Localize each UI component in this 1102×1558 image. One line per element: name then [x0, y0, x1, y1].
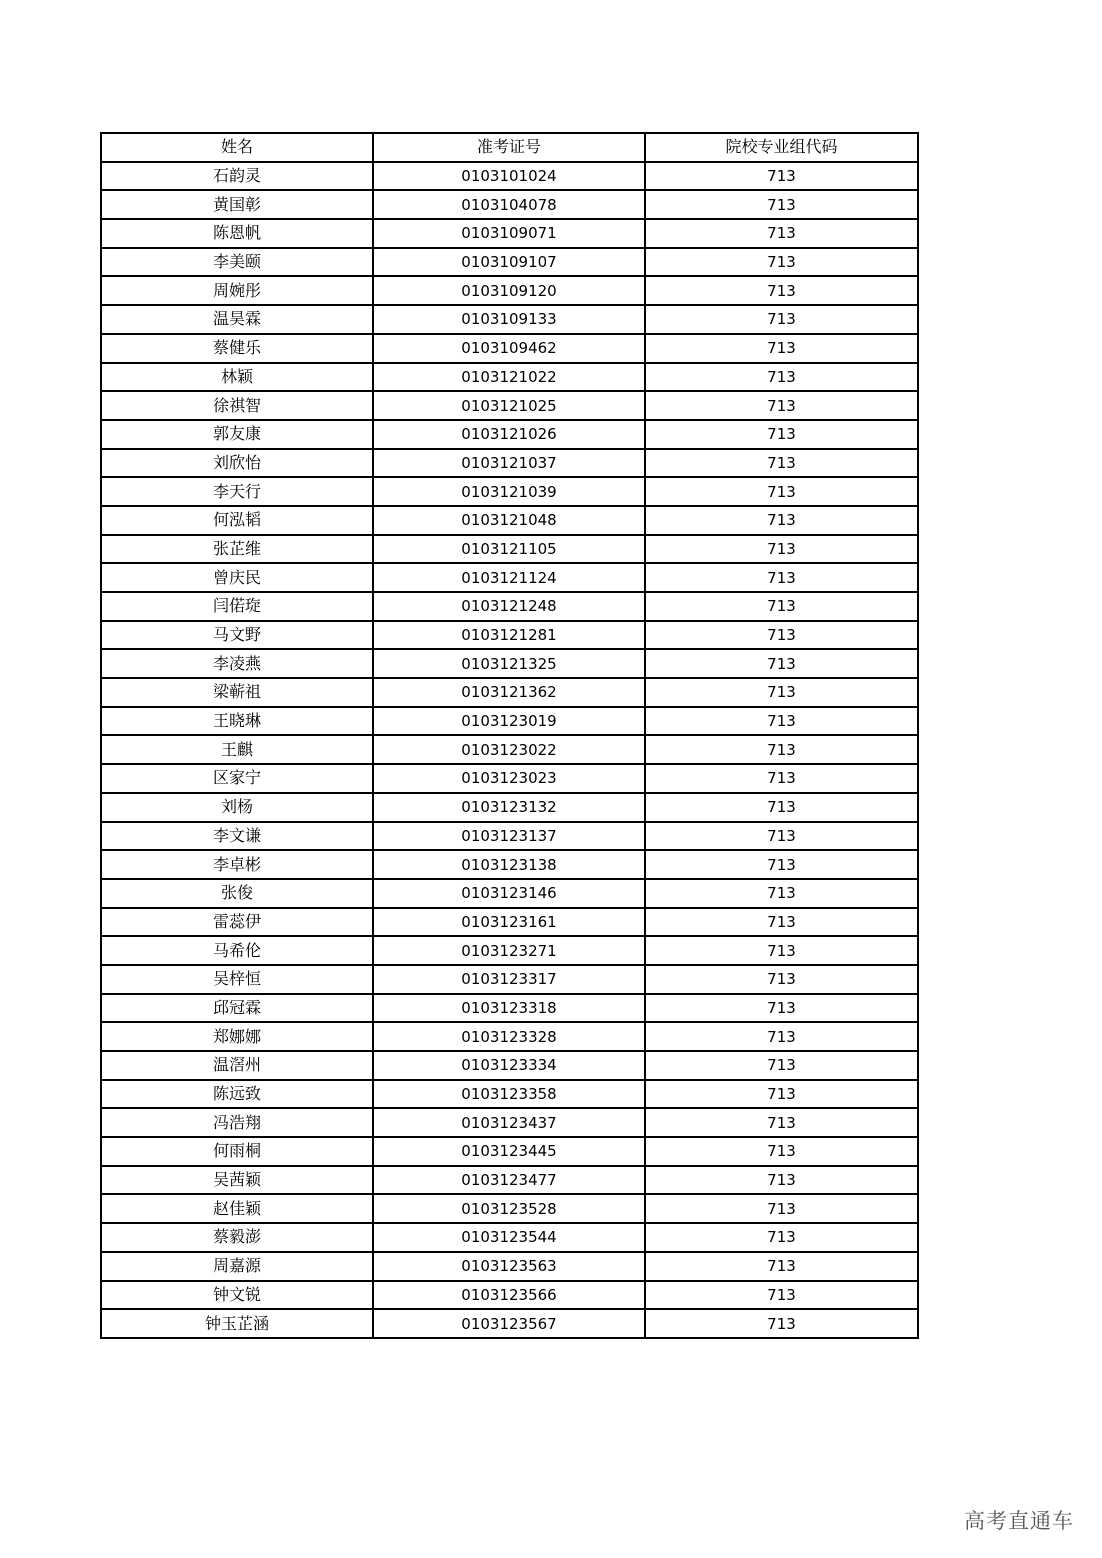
cell-exam-id: 0103109107	[373, 248, 645, 277]
table-row	[101, 793, 918, 822]
cell-name: 李美颐	[101, 248, 373, 277]
cell-name: 雷蕊伊	[101, 908, 373, 937]
cell-exam-id: 0103121026	[373, 420, 645, 449]
cell-exam-id: 0103121281	[373, 621, 645, 650]
cell-name: 陈远致	[101, 1080, 373, 1109]
cell-exam-id: 0103123437	[373, 1108, 645, 1137]
cell-exam-id: 0103123528	[373, 1194, 645, 1223]
cell-exam-id: 0103121124	[373, 563, 645, 592]
cell-name: 冯浩翔	[101, 1108, 373, 1137]
cell-group-code: 713	[645, 908, 918, 937]
cell-name: 郑娜娜	[101, 1022, 373, 1051]
watermark-text: 高考直通车	[964, 1509, 1074, 1533]
cell-exam-id: 0103123563	[373, 1252, 645, 1281]
header-name: 姓名	[101, 133, 373, 162]
cell-name: 曾庆民	[101, 563, 373, 592]
table-row	[101, 764, 918, 793]
table-row	[101, 1281, 918, 1310]
table-row	[101, 850, 918, 879]
table-row	[101, 363, 918, 392]
cell-name: 吴梓恒	[101, 965, 373, 994]
cell-exam-id: 0103123358	[373, 1080, 645, 1109]
cell-group-code: 713	[645, 793, 918, 822]
cell-name: 李天行	[101, 477, 373, 506]
cell-exam-id: 0103123566	[373, 1281, 645, 1310]
cell-exam-id: 0103121025	[373, 391, 645, 420]
cell-name: 梁蕲祖	[101, 678, 373, 707]
table-row	[101, 563, 918, 592]
cell-name: 钟文锐	[101, 1281, 373, 1310]
table-row	[101, 449, 918, 478]
table-row	[101, 1194, 918, 1223]
cell-exam-id: 0103109071	[373, 219, 645, 248]
table-row	[101, 276, 918, 305]
cell-group-code: 713	[645, 621, 918, 650]
table-row	[101, 1108, 918, 1137]
cell-name: 李文谦	[101, 822, 373, 851]
header-group-code: 院校专业组代码	[645, 133, 918, 162]
cell-exam-id: 0103121039	[373, 477, 645, 506]
cell-exam-id: 0103109120	[373, 276, 645, 305]
cell-group-code: 713	[645, 707, 918, 736]
cell-name: 刘欣怡	[101, 449, 373, 478]
table-body	[101, 162, 918, 1338]
cell-group-code: 713	[645, 850, 918, 879]
cell-group-code: 713	[645, 1022, 918, 1051]
table-row	[101, 506, 918, 535]
cell-name: 李凌燕	[101, 649, 373, 678]
cell-exam-id: 0103123019	[373, 707, 645, 736]
table-row	[101, 735, 918, 764]
cell-exam-id: 0103121362	[373, 678, 645, 707]
cell-group-code: 713	[645, 190, 918, 219]
cell-exam-id: 0103121037	[373, 449, 645, 478]
cell-exam-id: 0103123317	[373, 965, 645, 994]
cell-group-code: 713	[645, 678, 918, 707]
table-row	[101, 822, 918, 851]
cell-name: 何泓韬	[101, 506, 373, 535]
cell-exam-id: 0103123445	[373, 1137, 645, 1166]
cell-exam-id: 0103121048	[373, 506, 645, 535]
cell-exam-id: 0103121105	[373, 535, 645, 564]
cell-exam-id: 0103123477	[373, 1166, 645, 1195]
cell-exam-id: 0103123544	[373, 1223, 645, 1252]
cell-name: 赵佳颖	[101, 1194, 373, 1223]
cell-exam-id: 0103123161	[373, 908, 645, 937]
roster-table	[100, 132, 919, 1339]
cell-name: 刘杨	[101, 793, 373, 822]
cell-exam-id: 0103123023	[373, 764, 645, 793]
cell-name: 闫偌琁	[101, 592, 373, 621]
table-row	[101, 334, 918, 363]
cell-name: 温滘州	[101, 1051, 373, 1080]
table-row	[101, 879, 918, 908]
cell-exam-id: 0103109133	[373, 305, 645, 334]
cell-group-code: 713	[645, 305, 918, 334]
cell-exam-id: 0103121022	[373, 363, 645, 392]
cell-name: 吴茜颖	[101, 1166, 373, 1195]
cell-name: 林颖	[101, 363, 373, 392]
cell-exam-id: 0103123138	[373, 850, 645, 879]
cell-name: 何雨桐	[101, 1137, 373, 1166]
cell-group-code: 713	[645, 592, 918, 621]
cell-group-code: 713	[645, 1108, 918, 1137]
cell-exam-id: 0103123137	[373, 822, 645, 851]
cell-name: 温昊霖	[101, 305, 373, 334]
cell-group-code: 713	[645, 879, 918, 908]
table-row	[101, 248, 918, 277]
cell-group-code: 713	[645, 477, 918, 506]
cell-name: 张芷维	[101, 535, 373, 564]
table-row	[101, 965, 918, 994]
table-row	[101, 908, 918, 937]
table-row	[101, 936, 918, 965]
table-row	[101, 1137, 918, 1166]
cell-name: 邱冠霖	[101, 994, 373, 1023]
cell-exam-id: 0103123146	[373, 879, 645, 908]
cell-group-code: 713	[645, 1166, 918, 1195]
cell-exam-id: 0103104078	[373, 190, 645, 219]
cell-name: 张俊	[101, 879, 373, 908]
cell-group-code: 713	[645, 822, 918, 851]
table-row	[101, 391, 918, 420]
cell-group-code: 713	[645, 649, 918, 678]
table-row	[101, 1080, 918, 1109]
cell-exam-id: 0103123567	[373, 1309, 645, 1338]
table-row	[101, 621, 918, 650]
cell-group-code: 713	[645, 363, 918, 392]
cell-group-code: 713	[645, 563, 918, 592]
table-row	[101, 535, 918, 564]
cell-group-code: 713	[645, 735, 918, 764]
cell-group-code: 713	[645, 219, 918, 248]
cell-group-code: 713	[645, 936, 918, 965]
table-row	[101, 190, 918, 219]
cell-exam-id: 0103109462	[373, 334, 645, 363]
cell-group-code: 713	[645, 420, 918, 449]
table-row	[101, 162, 918, 191]
cell-exam-id: 0103121248	[373, 592, 645, 621]
cell-group-code: 713	[645, 276, 918, 305]
table-row	[101, 994, 918, 1023]
table-row	[101, 420, 918, 449]
table-row	[101, 1022, 918, 1051]
cell-name: 黄国彰	[101, 190, 373, 219]
cell-group-code: 713	[645, 1309, 918, 1338]
table-row	[101, 1252, 918, 1281]
cell-exam-id: 0103123132	[373, 793, 645, 822]
table-row	[101, 477, 918, 506]
cell-name: 蔡毅澎	[101, 1223, 373, 1252]
table-row	[101, 592, 918, 621]
cell-exam-id: 0103123328	[373, 1022, 645, 1051]
cell-group-code: 713	[645, 1252, 918, 1281]
table-row	[101, 707, 918, 736]
cell-name: 李卓彬	[101, 850, 373, 879]
cell-group-code: 713	[645, 1281, 918, 1310]
cell-group-code: 713	[645, 1051, 918, 1080]
cell-name: 钟玉芷涵	[101, 1309, 373, 1338]
header-exam-id: 准考证号	[373, 133, 645, 162]
cell-group-code: 713	[645, 994, 918, 1023]
cell-group-code: 713	[645, 334, 918, 363]
table-row	[101, 1166, 918, 1195]
cell-name: 蔡健乐	[101, 334, 373, 363]
cell-group-code: 713	[645, 391, 918, 420]
table-row	[101, 1223, 918, 1252]
cell-group-code: 713	[645, 965, 918, 994]
cell-name: 周婉彤	[101, 276, 373, 305]
cell-group-code: 713	[645, 764, 918, 793]
table-header-row	[101, 133, 918, 162]
cell-group-code: 713	[645, 1137, 918, 1166]
cell-group-code: 713	[645, 1223, 918, 1252]
cell-name: 马希伦	[101, 936, 373, 965]
cell-name: 陈恩帆	[101, 219, 373, 248]
cell-name: 徐祺智	[101, 391, 373, 420]
cell-name: 区家宁	[101, 764, 373, 793]
table-row	[101, 649, 918, 678]
cell-group-code: 713	[645, 162, 918, 191]
cell-group-code: 713	[645, 248, 918, 277]
cell-group-code: 713	[645, 449, 918, 478]
cell-name: 马文野	[101, 621, 373, 650]
cell-group-code: 713	[645, 506, 918, 535]
cell-exam-id: 0103123334	[373, 1051, 645, 1080]
table-row	[101, 305, 918, 334]
cell-exam-id: 0103123271	[373, 936, 645, 965]
cell-group-code: 713	[645, 535, 918, 564]
cell-exam-id: 0103123318	[373, 994, 645, 1023]
cell-group-code: 713	[645, 1194, 918, 1223]
table-row	[101, 1309, 918, 1338]
cell-name: 周嘉源	[101, 1252, 373, 1281]
cell-exam-id: 0103101024	[373, 162, 645, 191]
cell-group-code: 713	[645, 1080, 918, 1109]
cell-name: 王晓琳	[101, 707, 373, 736]
cell-name: 石韵灵	[101, 162, 373, 191]
cell-name: 郭友康	[101, 420, 373, 449]
table-row	[101, 1051, 918, 1080]
cell-exam-id: 0103123022	[373, 735, 645, 764]
cell-exam-id: 0103121325	[373, 649, 645, 678]
table-row	[101, 678, 918, 707]
cell-name: 王麒	[101, 735, 373, 764]
table-row	[101, 219, 918, 248]
